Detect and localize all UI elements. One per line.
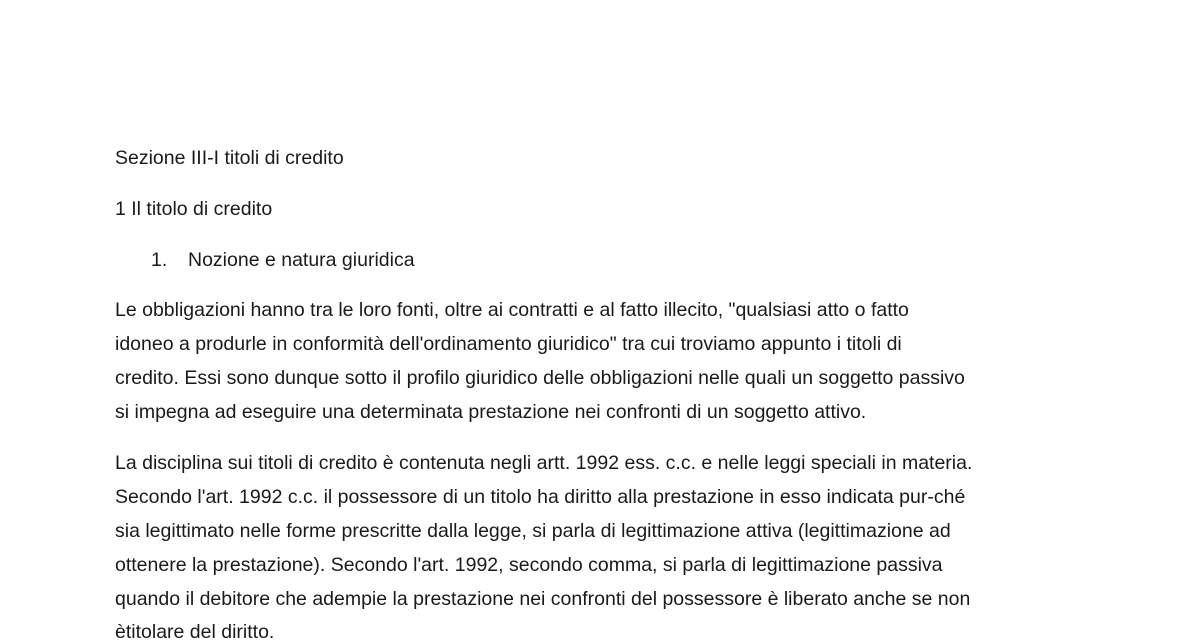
- paragraph-line: credito. Essi sono dunque sotto il profilo giuridico delle obbligazioni nelle quali un soggetto passivo: [115, 367, 965, 389]
- paragraph-line: La disciplina sui titoli di credito è contenuta negli artt. 1992 ess. c.c. e nelle leggi speciali in materia.: [115, 452, 973, 474]
- paragraph-line: quando il debitore che adempie la prestazione nei confronti del possessore è liberato anche se non: [115, 588, 971, 610]
- paragraph-line: idoneo a produrle in conformità dell'ordinamento giuridico" tra cui troviamo appunto i titoli di: [115, 333, 902, 355]
- paragraph-line: ottenere la prestazione). Secondo l'art. 1992, secondo comma, si parla di legittimazione passiva: [115, 554, 943, 576]
- paragraph-line: si impegna ad eseguire una determinata prestazione nei confronti di un soggetto attivo.: [115, 401, 867, 423]
- paragraph-line: Le obbligazioni hanno tra le loro fonti, oltre ai contratti e al fatto illecito, "qualsiasi atto o fatto: [115, 299, 909, 321]
- paragraph-line: ètitolare del diritto.: [115, 621, 275, 643]
- list-item-text: Nozione e natura giuridica: [188, 249, 415, 271]
- paragraph-line: sia legittimato nelle forme prescritte dalla legge, si parla di legittimazione attiva (legittimazione ad: [115, 520, 951, 542]
- chapter-title: 1 Il titolo di credito: [115, 198, 273, 220]
- list-item-number: 1.: [151, 249, 168, 271]
- section-title: Sezione III-I titoli di credito: [115, 147, 344, 169]
- paragraph-line: Secondo l'art. 1992 c.c. il possessore di un titolo ha diritto alla prestazione in esso indicata pur-ché: [115, 486, 966, 508]
